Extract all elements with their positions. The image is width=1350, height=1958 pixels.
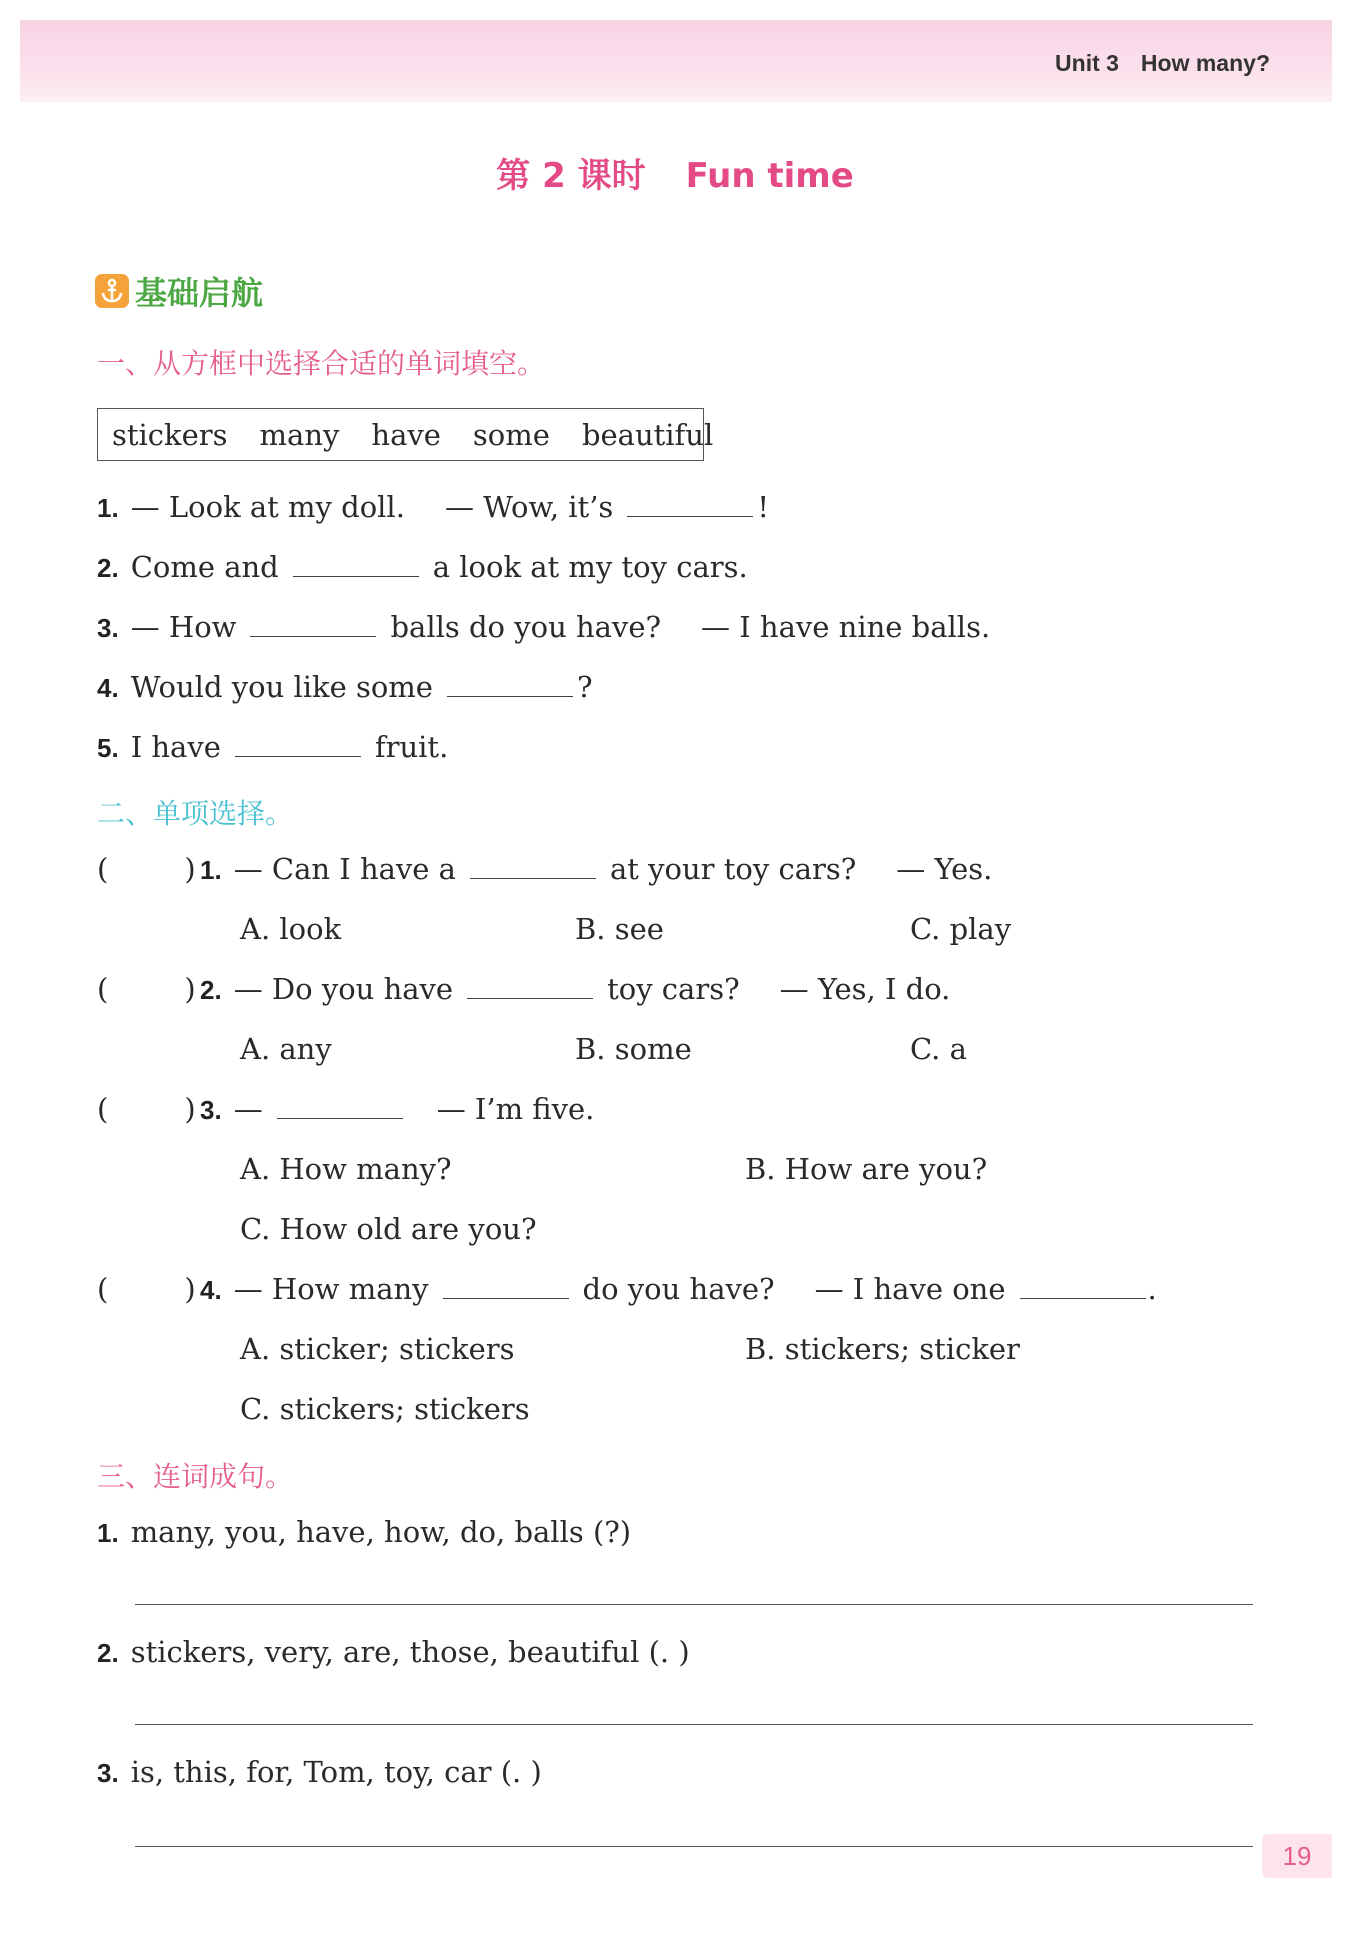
answer-line[interactable]: [135, 1604, 1253, 1605]
answer-blank[interactable]: [443, 1273, 569, 1299]
part2-question-1: 1. — Can I have a at your toy cars? — Yes.: [200, 852, 993, 886]
answer-blank[interactable]: [1020, 1273, 1146, 1299]
part1-question-1: 1. — Look at my doll. — Wow, it’s !: [97, 490, 769, 524]
answer-blank[interactable]: [447, 671, 573, 697]
part2-question-2: 2. — Do you have toy cars? — Yes, I do.: [200, 972, 951, 1006]
lesson-name: Fun time: [685, 156, 854, 196]
running-header: [1055, 50, 1270, 77]
answer-line[interactable]: [135, 1846, 1253, 1847]
option-c[interactable]: C. a: [910, 1032, 967, 1066]
part3-title: 三、连词成句。: [97, 1460, 294, 1493]
option-a[interactable]: A. any: [240, 1032, 332, 1066]
answer-blank[interactable]: [277, 1093, 403, 1119]
option-b[interactable]: B. some: [575, 1032, 692, 1066]
part2-question-3: 3. — — I’m five.: [200, 1092, 595, 1126]
part2-question-4: 4. — How many do you have? — I have one .: [200, 1272, 1157, 1306]
word-option: some: [472, 417, 550, 452]
part1-question-3: 3. — How balls do you have? — I have nine balls.: [97, 610, 991, 644]
option-c[interactable]: C. stickers; stickers: [240, 1392, 530, 1426]
anchor-icon: [95, 274, 129, 308]
word-option: many: [259, 417, 340, 452]
answer-blank[interactable]: [470, 853, 596, 879]
option-b[interactable]: B. How are you?: [745, 1152, 988, 1186]
option-b[interactable]: B. see: [575, 912, 664, 946]
part2-title: 二、单项选择。: [97, 797, 294, 830]
part1-question-4: 4. Would you like some ?: [97, 670, 593, 704]
answer-paren[interactable]: ( ): [97, 972, 196, 1006]
answer-paren[interactable]: ( ): [97, 1272, 196, 1306]
option-c[interactable]: C. How old are you?: [240, 1212, 537, 1246]
answer-blank[interactable]: [250, 611, 376, 637]
part1-question-5: 5. I have fruit.: [97, 730, 449, 764]
option-c[interactable]: C. play: [910, 912, 1012, 946]
page-number: 19: [1262, 1834, 1332, 1878]
answer-blank[interactable]: [235, 731, 361, 757]
answer-blank[interactable]: [293, 551, 419, 577]
answer-paren[interactable]: ( ): [97, 852, 196, 886]
answer-blank[interactable]: [467, 973, 593, 999]
section-label: 基础启航: [135, 274, 264, 312]
word-box: [97, 408, 714, 461]
option-a[interactable]: A. look: [240, 912, 342, 946]
unit-topic: How many?: [1140, 50, 1270, 76]
answer-paren[interactable]: ( ): [97, 1092, 196, 1126]
word-option: have: [371, 417, 441, 452]
part3-question-3: 3. is, this, for, Tom, toy, car (. ): [97, 1755, 542, 1789]
lesson-number: 第 2 课时: [496, 156, 646, 196]
word-option: stickers: [112, 417, 228, 452]
answer-line[interactable]: [135, 1724, 1253, 1725]
part1-question-2: 2. Come and a look at my toy cars.: [97, 550, 748, 584]
option-a[interactable]: A. sticker; stickers: [240, 1332, 515, 1366]
option-b[interactable]: B. stickers; sticker: [745, 1332, 1020, 1366]
part3-question-1: 1. many, you, have, how, do, balls (?): [97, 1515, 632, 1549]
part3-question-2: 2. stickers, very, are, those, beautiful (. ): [97, 1635, 690, 1669]
answer-blank[interactable]: [627, 491, 753, 517]
word-option: beautiful: [581, 417, 714, 452]
section-badge: [95, 268, 263, 314]
lesson-title: [0, 148, 1350, 197]
unit-label: Unit 3: [1055, 50, 1119, 76]
option-a[interactable]: A. How many?: [240, 1152, 452, 1186]
part1-title: 一、从方框中选择合适的单词填空。: [97, 347, 546, 380]
